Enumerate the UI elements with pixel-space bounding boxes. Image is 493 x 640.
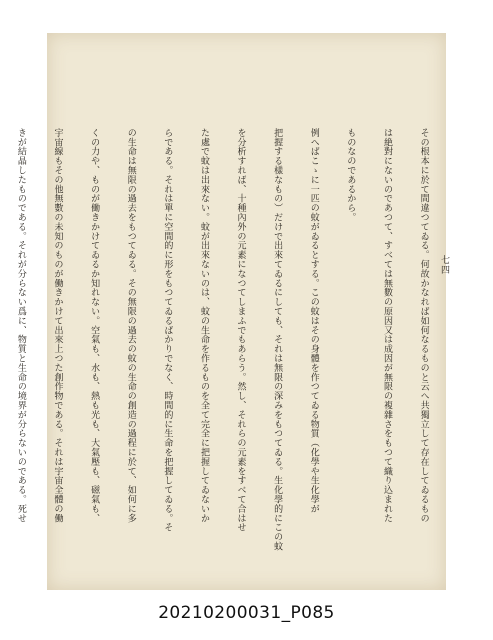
text-column: その根本に於て間違つてゐる。何故かなれば如何なるものと云へ共獨立して存在してゐるもの — [418, 128, 429, 523]
document-page — [15, 33, 449, 590]
text-column: は絶對にないのであつて、すべては無數の原因又は成因が無限の複雜さをもつて織り込まれた — [381, 128, 392, 523]
text-column: きが結晶したものである。それが分らない爲に、物質と生命の境界が分らないのである。死せ — [15, 128, 26, 523]
text-column: の生命は無限の過去をもつてゐる。その無限の過去の蚊の生命の創造の過程に於て、如何に多 — [125, 128, 136, 523]
text-column: くの力や、ものが働きかけてゐるか知れない。空氣も、水も、熱も光も、大氣壓も、磁氣も、 — [89, 128, 100, 523]
text-column: ものなのであるから。 — [345, 128, 356, 222]
text-column: 宇宙線もその他無數の未知のものが働きかけて出來上つた創作物である。それは宇宙全體の働 — [52, 128, 63, 523]
text-column: 例へばこゝに一匹の蚊がゐるとする。この蚊はその身體を作つてゐる物質（化學や生化學が — [308, 128, 319, 514]
vertical-body-text — [15, 128, 454, 551]
text-column: らである。それは單に空間的に形をもつてゐるばかりでなく、時間的に生命を把握してゐる。そ — [162, 128, 173, 533]
image-caption: 20210200031_P085 — [158, 603, 335, 623]
text-column: た處で蚊は出來ない。蚊が出來ないのは、蚊の生命を作るものを全て完全に把握してゐないか — [198, 128, 209, 523]
page-number: 七四 — [439, 255, 449, 275]
text-column: 把握する樣なもの）だけで出來てゐるにしても、それは無限の深みをもつてゐる。生化學的にこの蚊 — [272, 128, 283, 551]
text-column: を分析すれば、十種內外の元素になつてしまふでもあらう。然し、それらの元素をすべて合はせ — [235, 128, 246, 533]
